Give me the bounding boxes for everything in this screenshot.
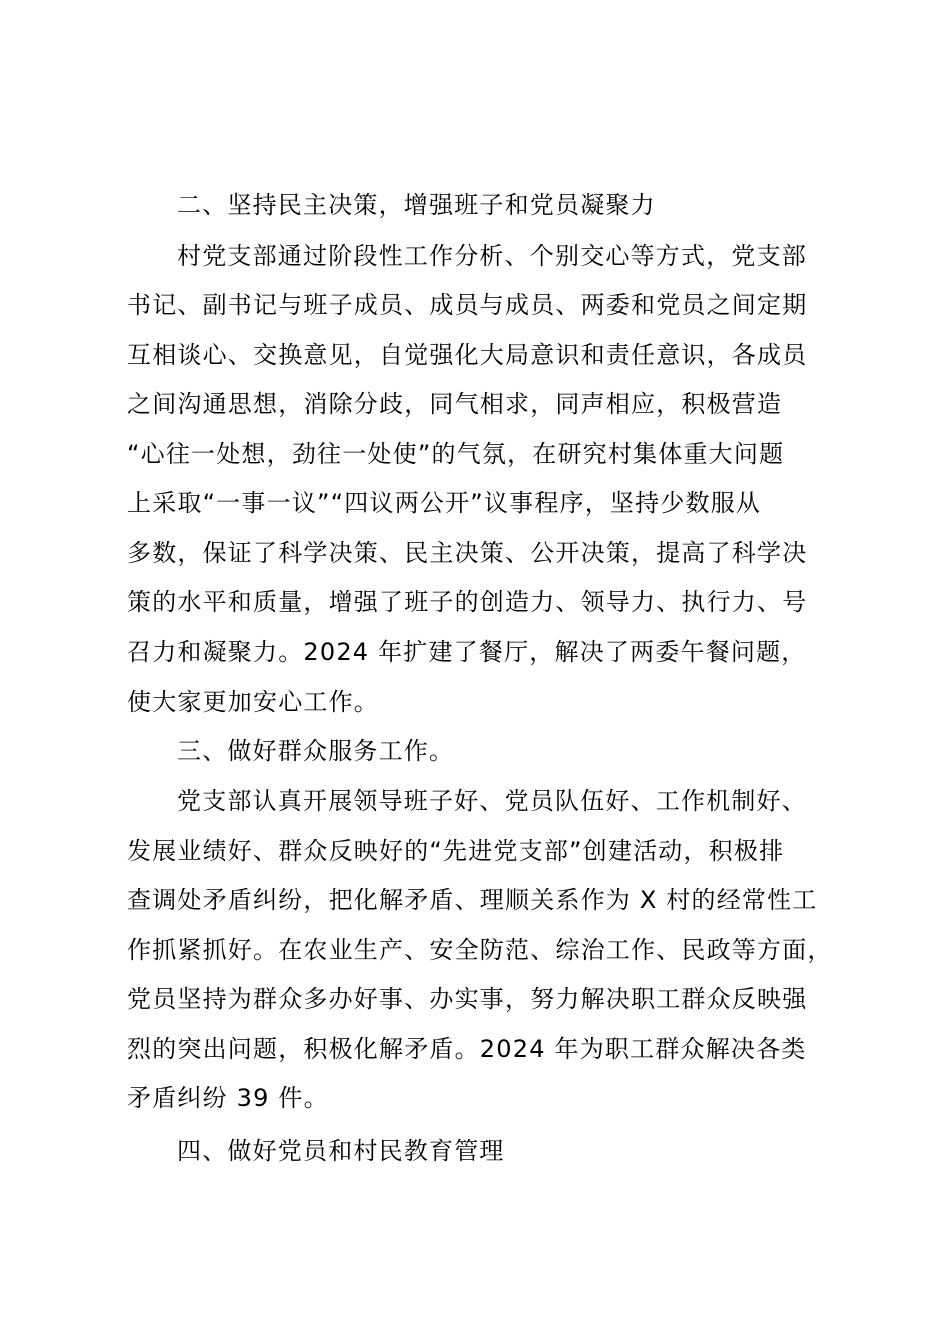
section-heading-4: 四、做好党员和村民教育管理 — [177, 1137, 505, 1165]
section-heading-3: 三、做好群众服务工作。 — [177, 737, 455, 765]
paragraph-line: 互相谈心、交换意见，自觉强化大局意识和责任意识，各成员 — [127, 341, 808, 369]
paragraph-line: 矛盾纠纷 39 件。 — [127, 1084, 329, 1112]
paragraph-line: 烈的突出问题，积极化解矛盾。2024 年为职工群众解决各类 — [127, 1035, 807, 1063]
paragraph-line: 作抓紧抓好。在农业生产、安全防范、综治工作、民政等方面， — [127, 936, 833, 964]
paragraph-line: 上采取“一事一议”“四议两公开”议事程序，坚持少数服从 — [127, 489, 762, 517]
paragraph-line: 发展业绩好、群众反映好的“先进党支部”创建活动，积极排 — [127, 837, 785, 865]
paragraph-line: 书记、副书记与班子成员、成员与成员、两委和党员之间定期 — [127, 291, 808, 319]
paragraph-line: 使大家更加安心工作。 — [127, 688, 379, 716]
paragraph-line: 党支部认真开展领导班子好、党员队伍好、工作机制好、 — [177, 787, 807, 815]
paragraph-line: “心往一处想，劲往一处使”的气氛，在研究村集体重大问题 — [127, 440, 785, 468]
paragraph-line: 策的水平和质量，增强了班子的创造力、领导力、执行力、号 — [127, 588, 808, 616]
section-heading-2: 二、坚持民主决策，增强班子和党员凝聚力 — [177, 191, 656, 219]
paragraph-line: 多数，保证了科学决策、民主决策、公开决策，提高了科学决 — [127, 539, 808, 567]
paragraph-line: 召力和凝聚力。2024 年扩建了餐厅，解决了两委午餐问题， — [127, 638, 807, 666]
paragraph-line: 村党支部通过阶段性工作分析、个别交心等方式，党支部 — [177, 242, 807, 270]
paragraph-line: 之间沟通思想，消除分歧，同气相求，同声相应，积极营造 — [127, 390, 783, 418]
paragraph-line: 查调处矛盾纠纷，把化解矛盾、理顺关系作为 X 村的经常性工 — [127, 886, 818, 914]
paragraph-line: 党员坚持为群众多办好事、办实事，努力解决职工群众反映强 — [127, 985, 808, 1013]
